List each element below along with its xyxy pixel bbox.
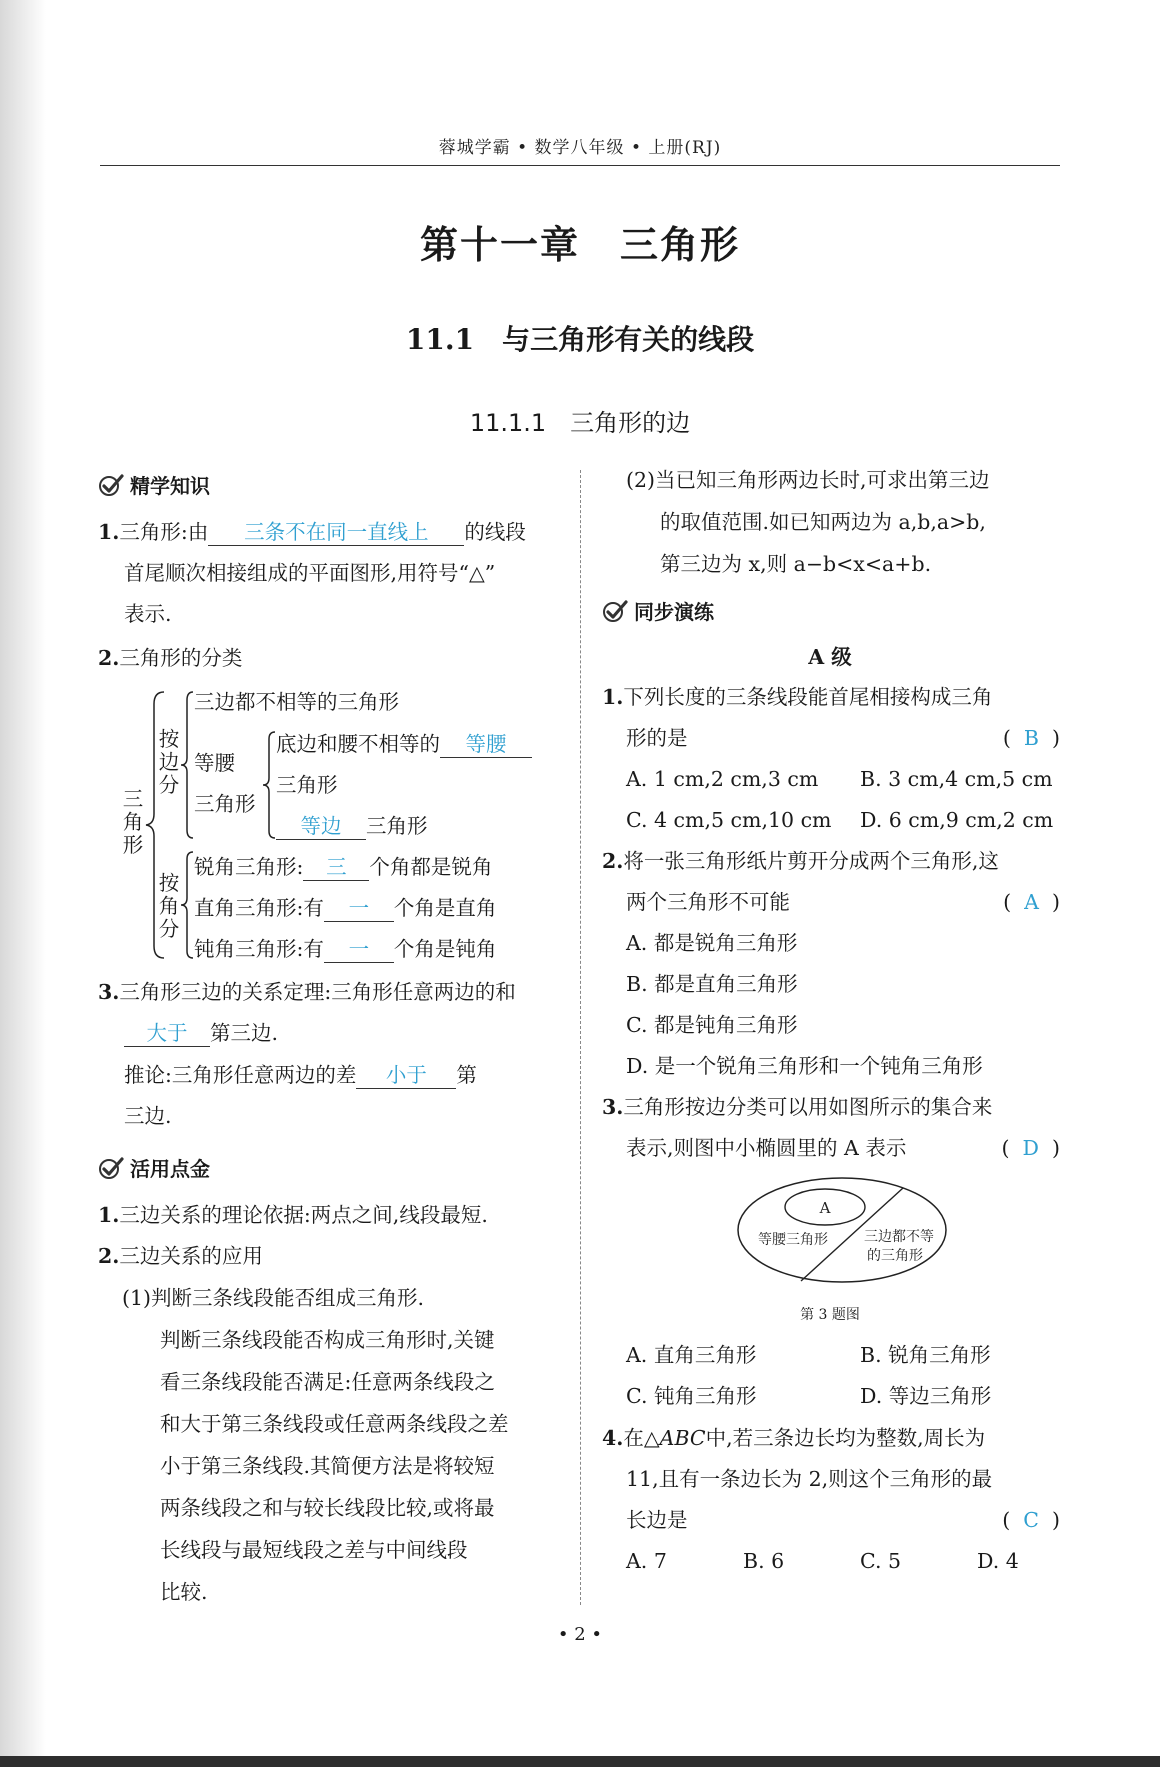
triangle-name: ABC xyxy=(659,1426,706,1450)
q4-option-c: C. 5 xyxy=(860,1549,902,1573)
text: 表示,则图中小椭圆里的 A 表示 xyxy=(626,1136,907,1160)
answer-choice: A xyxy=(1024,890,1039,914)
q2-line-2 xyxy=(626,888,1060,916)
q4-option-a: A. 7 xyxy=(626,1549,667,1573)
text: 第三边. xyxy=(210,1021,279,1045)
q2-line-1 xyxy=(602,847,999,875)
knowledge-item-2-title xyxy=(98,644,242,672)
apply-body-line: 两条线段之和与较长线段比较,或将最 xyxy=(160,1496,495,1520)
text: 第 xyxy=(456,1063,477,1087)
page-number: • 2 • xyxy=(557,1624,603,1645)
apply-body-line: 比较. xyxy=(160,1580,208,1604)
q1-line-1 xyxy=(602,683,992,711)
text: 长边是 xyxy=(626,1508,688,1532)
q3-option-a: A. 直角三角形 xyxy=(626,1343,757,1367)
text: 下列长度的三条线段能首尾相接构成三角 xyxy=(623,685,993,709)
q4-option-b: B. 6 xyxy=(743,1549,785,1573)
apply-body-line: 看三条线段能否满足:任意两条线段之 xyxy=(160,1370,495,1394)
answer-choice: C xyxy=(1023,1508,1039,1532)
q1-option-b: B. 3 cm,4 cm,5 cm xyxy=(860,767,1053,791)
text: 两个三角形不可能 xyxy=(626,890,790,914)
continued-line: 的取值范围.如已知两边为 a,b,a>b, xyxy=(660,510,986,534)
item-number: 1. xyxy=(98,520,120,544)
knowledge-item-3-corollary-2: 三边. xyxy=(124,1104,172,1128)
q2-option-c: C. 都是钝角三角形 xyxy=(626,1013,798,1037)
text: 钝角三角形:有 xyxy=(194,937,324,961)
set-diagram xyxy=(735,1175,949,1285)
text: 的线段 xyxy=(464,520,526,544)
answer-bracket: ( D ) xyxy=(1001,1136,1060,1160)
answer-blank: 一 xyxy=(324,896,394,922)
q4-option-d: D. 4 xyxy=(977,1549,1019,1573)
running-header: 蓉城学霸 • 数学八年级 • 上册(RJ) xyxy=(438,138,722,158)
q1-line-2 xyxy=(626,724,1060,752)
answer-bracket: ( A ) xyxy=(1003,890,1060,914)
knowledge-item-3-line-2 xyxy=(124,1019,278,1047)
text: 三角形三边的关系定理:三角形任意两边的和 xyxy=(119,980,516,1004)
answer-choice: D xyxy=(1022,1136,1039,1160)
q3-line-1 xyxy=(602,1093,992,1121)
q1-option-d: D. 6 cm,9 cm,2 cm xyxy=(860,808,1054,832)
apply-point-2-1: (1)判断三条线段能否组成三角形. xyxy=(122,1286,425,1310)
q4-line-2: 11,且有一条边长为 2,则这个三角形的最 xyxy=(626,1467,993,1491)
apply-body-line: 长线段与最短线段之差与中间线段 xyxy=(160,1538,468,1562)
question-number: 4. xyxy=(602,1426,624,1450)
q2-option-b: B. 都是直角三角形 xyxy=(626,972,798,996)
q3-line-2 xyxy=(626,1134,1060,1162)
scalene-region-label-1: 三边都不等 xyxy=(864,1229,934,1245)
q3-option-d: D. 等边三角形 xyxy=(860,1384,992,1408)
small-ellipse-label: A xyxy=(819,1199,831,1217)
knowledge-item-1-line-3: 表示. xyxy=(124,602,172,626)
obtuse-line xyxy=(194,935,496,963)
text: 在△ xyxy=(623,1426,660,1450)
side-scalene: 三边都不相等的三角形 xyxy=(194,690,399,714)
checkmark-icon xyxy=(98,1156,124,1180)
answer-blank: 小于 xyxy=(356,1063,456,1089)
checkmark-icon xyxy=(602,599,628,623)
item-number: 1. xyxy=(98,1203,120,1227)
answer-blank: 一 xyxy=(324,937,394,963)
column-divider xyxy=(580,470,581,1605)
isosceles-label-2: 三角形 xyxy=(194,792,256,816)
item-number: 2. xyxy=(98,646,120,670)
knowledge-item-1-line-2: 首尾顺次相接组成的平面图形,用符号“△” xyxy=(124,561,496,585)
question-number: 2. xyxy=(602,849,624,873)
q1-option-a: A. 1 cm,2 cm,3 cm xyxy=(626,767,819,791)
knowledge-heading xyxy=(98,470,210,499)
bottom-bar xyxy=(0,1756,1160,1767)
text: 直角三角形:有 xyxy=(194,896,324,920)
continued-line: (2)当已知三角形两边长时,可求出第三边 xyxy=(626,468,990,492)
continued-line: 第三边为 x,则 a−b<x<a+b. xyxy=(660,552,932,576)
header-rule xyxy=(100,165,1060,166)
by-angle-label: 按角分 xyxy=(158,871,180,941)
isosceles-a-line xyxy=(276,730,532,758)
apply-body-line: 和大于第三条线段或任意两条线段之差 xyxy=(160,1412,509,1436)
side-brace xyxy=(180,690,194,840)
right-angle-line xyxy=(194,894,496,922)
knowledge-item-3-line-1 xyxy=(98,978,516,1006)
item-number: 2. xyxy=(98,1244,120,1268)
answer-blank: 大于 xyxy=(124,1021,210,1047)
practice-heading-label: 同步演练 xyxy=(634,600,714,624)
text: 中,若三条边长均为整数,周长为 xyxy=(705,1426,986,1450)
by-side-label: 按边分 xyxy=(158,727,180,797)
apply-point-2 xyxy=(98,1242,263,1270)
text: 个角是钝角 xyxy=(393,937,497,961)
apply-heading xyxy=(98,1153,210,1182)
question-number: 3. xyxy=(602,1095,624,1119)
text: 形的是 xyxy=(626,726,688,750)
q4-line-1 xyxy=(602,1424,985,1452)
text: 三角形:由 xyxy=(119,520,209,544)
isosceles-brace xyxy=(262,730,276,840)
subsection-title: 11.1.1 三角形的边 xyxy=(469,409,691,437)
apply-heading-label: 活用点金 xyxy=(130,1157,210,1181)
practice-heading xyxy=(602,596,714,625)
acute-line xyxy=(194,853,492,881)
knowledge-heading-label: 精学知识 xyxy=(130,474,210,498)
isosceles-region-label: 等腰三角形 xyxy=(758,1232,828,1248)
q3-option-c: C. 钝角三角形 xyxy=(626,1384,757,1408)
knowledge-item-1-line-1 xyxy=(98,518,526,546)
text: 将一张三角形纸片剪开分成两个三角形,这 xyxy=(623,849,999,873)
text: 底边和腰不相等的 xyxy=(276,732,440,756)
isosceles-b-line xyxy=(276,812,428,840)
text: 推论:三角形任意两边的差 xyxy=(124,1063,357,1087)
text: 个角都是锐角 xyxy=(369,855,493,879)
text: 三边关系的应用 xyxy=(119,1244,263,1268)
apply-point-1 xyxy=(98,1201,488,1229)
knowledge-item-3-corollary xyxy=(124,1061,477,1089)
answer-bracket: ( C ) xyxy=(1002,1508,1060,1532)
text: 三角形 xyxy=(366,814,428,838)
text: 三角形按边分类可以用如图所示的集合来 xyxy=(623,1095,993,1119)
answer-blank: 三条不在同一直线上 xyxy=(208,520,464,546)
text: 三边关系的理论依据:两点之间,线段最短. xyxy=(119,1203,488,1227)
angle-brace xyxy=(180,850,194,960)
figure-caption: 第 3 题图 xyxy=(800,1307,860,1323)
scalene-region-label-2: 的三角形 xyxy=(867,1248,923,1264)
q1-option-c: C. 4 cm,5 cm,10 cm xyxy=(626,808,832,832)
answer-choice: B xyxy=(1023,726,1039,750)
text: 锐角三角形: xyxy=(194,855,304,879)
checkmark-icon xyxy=(98,473,124,497)
text: 个角是直角 xyxy=(393,896,497,920)
question-number: 1. xyxy=(602,685,624,709)
q2-option-d: D. 是一个锐角三角形和一个钝角三角形 xyxy=(626,1054,983,1078)
answer-bracket: ( B ) xyxy=(1002,726,1060,750)
section-title: 11.1 与三角形有关的线段 xyxy=(405,323,755,356)
text: 三角形的分类 xyxy=(119,646,243,670)
chapter-title: 第十一章 三角形 xyxy=(419,223,740,267)
answer-blank: 等腰 xyxy=(440,732,532,758)
tree-root-label: 三角形 xyxy=(122,787,144,857)
apply-body-line: 判断三条线段能否构成三角形时,关键 xyxy=(160,1328,495,1352)
q2-option-a: A. 都是锐角三角形 xyxy=(626,931,798,955)
answer-blank: 三 xyxy=(303,855,369,881)
q3-option-b: B. 锐角三角形 xyxy=(860,1343,991,1367)
level-label: A 级 xyxy=(808,645,852,669)
page-edge-shadow xyxy=(0,0,46,1767)
q4-line-3 xyxy=(626,1506,1060,1534)
answer-blank: 等边 xyxy=(276,814,366,840)
isosceles-a-line-2: 三角形 xyxy=(276,773,338,797)
item-number: 3. xyxy=(98,980,120,1004)
apply-body-line: 小于第三条线段.其简便方法是将较短 xyxy=(160,1454,495,1478)
isosceles-label-1: 等腰 xyxy=(194,751,235,775)
